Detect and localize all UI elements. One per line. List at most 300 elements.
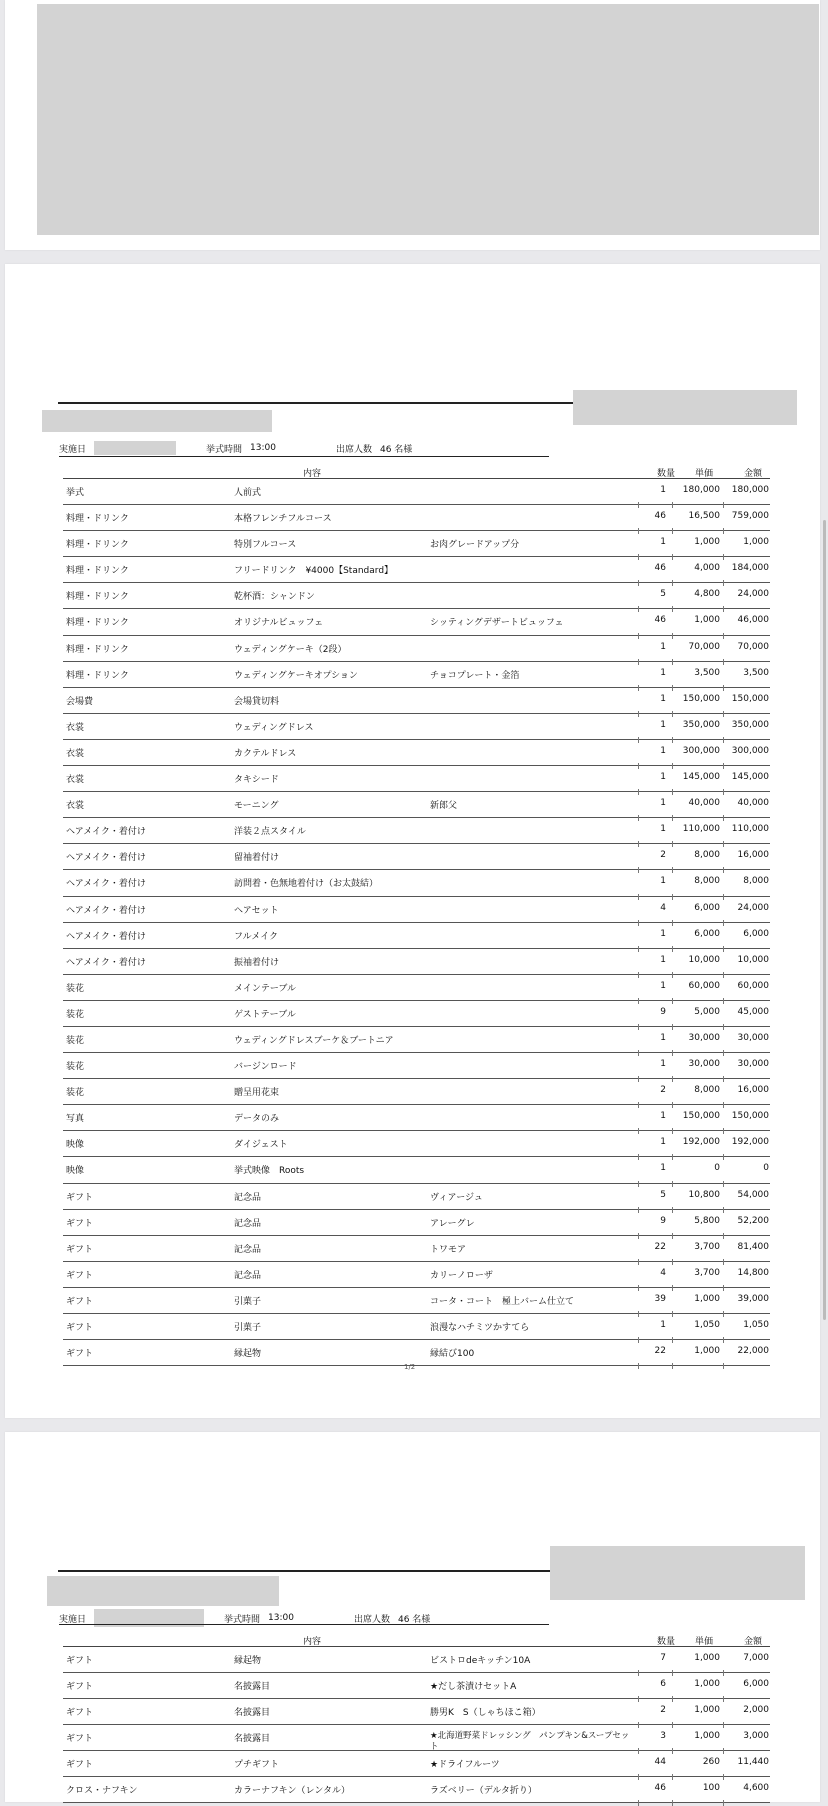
cell-item: 名披露目	[234, 1708, 271, 1718]
cell-item: 名披露目	[234, 1734, 271, 1744]
cell-note: トワモア	[430, 1244, 467, 1255]
table-row	[63, 792, 770, 818]
cell-amount: 30,000	[737, 1032, 769, 1043]
table-row	[63, 714, 770, 740]
cell-category: ヘアメイク・着付け	[66, 957, 146, 968]
cell-qty: 2	[660, 850, 666, 861]
estimate-table-page-1	[63, 464, 770, 1366]
column-tick	[638, 1800, 639, 1806]
cell-category: 映像	[66, 1166, 85, 1177]
cell-unit-price: 8,000	[694, 876, 720, 887]
cell-category: 料理・ドリンク	[66, 670, 129, 681]
cell-qty: 1	[660, 1137, 666, 1148]
redacted-header-right	[573, 390, 797, 425]
table-row	[63, 636, 770, 662]
cell-qty: 1	[660, 980, 666, 991]
cell-qty: 1	[660, 641, 666, 652]
column-tick	[723, 1363, 724, 1369]
cell-qty: 1	[660, 693, 666, 704]
cell-amount: 30,000	[737, 1059, 769, 1070]
cell-item: 振袖着付け	[234, 957, 280, 968]
cell-note: コータ・コート 極上バーム仕立て	[430, 1296, 575, 1307]
cell-category: 衣裳	[66, 801, 85, 812]
cell-note: ★だし茶漬けセットA	[430, 1682, 517, 1692]
table-row	[63, 688, 770, 714]
cell-unit-price: 180,000	[682, 485, 720, 495]
column-tick	[672, 1363, 673, 1369]
cell-amount: 0	[763, 1163, 769, 1174]
redacted-date	[94, 441, 176, 455]
cell-amount: 81,400	[737, 1241, 769, 1252]
cell-amount: 16,000	[737, 850, 769, 861]
cell-unit-price: 6,000	[694, 902, 720, 913]
cell-amount: 4,600	[743, 1783, 769, 1793]
cell-amount: 52,200	[737, 1215, 769, 1226]
cell-item: 記念品	[234, 1244, 262, 1255]
table-row	[63, 505, 770, 531]
header-rule-2	[58, 1570, 550, 1572]
cell-qty: 39	[654, 1293, 666, 1304]
cell-qty: 1	[660, 537, 666, 548]
cell-item: ウェディングケーキオプション	[234, 670, 358, 681]
column-tick	[723, 1800, 724, 1806]
cell-unit-price: 192,000	[682, 1137, 720, 1148]
cell-unit-price: 150,000	[682, 693, 720, 704]
header-unit-price: 単価	[695, 1637, 714, 1647]
cell-unit-price: 16,500	[688, 511, 720, 522]
cell-note: カリーノローザ	[430, 1270, 493, 1281]
table-row	[63, 1027, 770, 1053]
table-row	[63, 818, 770, 844]
table-row	[63, 897, 770, 923]
table-row	[63, 1314, 770, 1340]
cell-amount: 110,000	[731, 824, 769, 835]
cell-category: 料理・ドリンク	[66, 592, 129, 603]
table-row	[63, 740, 770, 766]
cell-item: 訪問着・色無地着付け（お太鼓結）	[234, 879, 379, 890]
cell-unit-price: 60,000	[688, 980, 720, 991]
cell-item: 縁起物	[234, 1349, 262, 1360]
header-content: 内容	[303, 469, 322, 479]
table-header	[63, 1632, 770, 1647]
header-qty: 数量	[657, 1637, 676, 1647]
cell-item: 乾杯酒：シャンドン	[234, 592, 315, 603]
cell-qty: 1	[660, 824, 666, 835]
header-amount: 金額	[744, 1637, 763, 1647]
cell-qty: 1	[660, 798, 666, 809]
cell-unit-price: 145,000	[682, 772, 720, 783]
cell-item: モーニング	[234, 801, 279, 812]
table-row	[63, 766, 770, 792]
cell-amount: 24,000	[737, 902, 769, 913]
table-row	[63, 1053, 770, 1079]
cell-qty: 1	[660, 876, 666, 887]
cell-unit-price: 10,800	[688, 1189, 720, 1200]
cell-category: 装花	[66, 1062, 85, 1073]
cell-amount: 22,000	[737, 1346, 769, 1357]
cell-note: 浪漫なハチミツかすてら	[430, 1323, 530, 1333]
cell-item: プチギフト	[234, 1760, 280, 1770]
cell-category: ギフト	[66, 1682, 94, 1692]
cell-unit-price: 1,050	[694, 1320, 720, 1330]
meta-underline	[59, 456, 549, 457]
cell-qty: 4	[660, 902, 666, 913]
cell-category: ギフト	[66, 1192, 94, 1203]
cell-item: 本格フレンチフルコース	[234, 514, 332, 525]
cell-unit-price: 1,000	[694, 1731, 720, 1741]
cell-qty: 1	[660, 1111, 666, 1122]
cell-qty: 1	[660, 772, 666, 783]
cell-qty: 46	[654, 563, 666, 574]
cell-item: ゲストテーブル	[234, 1009, 296, 1020]
cell-note: ヴィアージュ	[430, 1192, 483, 1203]
cell-qty: 1	[660, 1059, 666, 1070]
cell-category: 会場費	[66, 696, 94, 707]
cell-amount: 192,000	[731, 1137, 769, 1148]
redacted-header-right-2	[550, 1546, 805, 1600]
cell-qty: 2	[660, 1085, 666, 1096]
cell-qty: 5	[660, 1189, 666, 1200]
table-row	[63, 949, 770, 975]
table-row	[63, 975, 770, 1001]
cell-note: ラズベリー（デルタ折り）	[430, 1786, 537, 1796]
cell-item: 洋装２点スタイル	[234, 827, 306, 838]
column-tick	[638, 1363, 639, 1369]
cell-qty: 46	[654, 1783, 666, 1793]
cell-qty: 1	[660, 745, 666, 756]
cell-unit-price: 30,000	[688, 1059, 720, 1070]
cell-item: バージンロード	[234, 1062, 297, 1073]
cell-category: ギフト	[66, 1708, 94, 1718]
cell-category: 料理・ドリンク	[66, 618, 129, 629]
cell-amount: 7,000	[743, 1653, 769, 1663]
cell-item: 贈呈用花束	[234, 1088, 280, 1099]
document-page-2	[5, 1432, 820, 1802]
cell-amount: 16,000	[737, 1085, 769, 1096]
cell-amount: 60,000	[737, 980, 769, 991]
cell-category: ヘアメイク・着付け	[66, 931, 146, 942]
meta-line	[59, 441, 420, 455]
cell-unit-price: 1,000	[694, 1293, 720, 1304]
table-row	[63, 1340, 770, 1366]
date-label-2: 実施日	[59, 1614, 87, 1625]
ceremony-time-label-2: 挙式時間	[224, 1614, 261, 1625]
cell-qty: 6	[660, 1679, 666, 1689]
cell-category: ヘアメイク・着付け	[66, 905, 146, 916]
cell-amount: 1,000	[743, 537, 769, 548]
table-header	[63, 464, 770, 479]
cell-qty: 1	[660, 954, 666, 965]
cell-qty: 9	[660, 1215, 666, 1226]
cell-item: 挙式映像 Roots	[234, 1166, 305, 1177]
cell-amount: 40,000	[737, 798, 769, 809]
cell-amount: 180,000	[731, 485, 769, 495]
cell-qty: 2	[660, 1705, 666, 1715]
cell-unit-price: 1,000	[694, 1679, 720, 1689]
cell-qty: 4	[660, 1267, 666, 1278]
cell-qty: 1	[660, 1163, 666, 1174]
header-unit-price: 単価	[695, 469, 714, 479]
cell-item: 引菓子	[234, 1323, 262, 1333]
cell-amount: 39,000	[737, 1293, 769, 1304]
cell-amount: 45,000	[737, 1006, 769, 1017]
cell-unit-price: 6,000	[694, 928, 720, 939]
cell-amount: 24,000	[737, 589, 769, 600]
cell-unit-price: 8,000	[694, 1085, 720, 1096]
cell-category: ギフト	[66, 1323, 94, 1333]
cell-note: 勝男K S（しゃちほこ箱）	[430, 1708, 541, 1718]
header-amount: 金額	[744, 469, 763, 479]
attendees-value-2: 46 名様	[397, 1614, 431, 1625]
cell-item: ウェディングケーキ（2段）	[234, 644, 347, 655]
cell-qty: 1	[660, 1032, 666, 1043]
cell-category: 映像	[66, 1140, 85, 1151]
cell-category: ヘアメイク・着付け	[66, 879, 146, 890]
cell-amount: 6,000	[743, 1679, 769, 1689]
cell-unit-price: 1,000	[694, 1653, 720, 1663]
cell-amount: 150,000	[731, 693, 769, 704]
cell-qty: 1	[660, 485, 666, 495]
document-page-0	[5, 0, 820, 250]
redacted-header-left-2	[47, 1576, 279, 1606]
ceremony-time-label: 挙式時間	[206, 444, 243, 455]
cell-item: ヘアセット	[234, 905, 279, 916]
cell-item: ウェディングドレス	[234, 722, 314, 733]
cell-item: 記念品	[234, 1218, 262, 1229]
cell-category: ヘアメイク・着付け	[66, 853, 146, 864]
cell-qty: 46	[654, 511, 666, 522]
cell-amount: 10,000	[737, 954, 769, 965]
cell-amount: 145,000	[731, 772, 769, 783]
cell-category: ギフト	[66, 1656, 94, 1666]
cell-unit-price: 3,700	[694, 1267, 720, 1278]
cell-amount: 14,800	[737, 1267, 769, 1278]
cell-category: 装花	[66, 1009, 85, 1020]
attendees-value: 46 名様	[379, 444, 413, 455]
cell-category: クロス・ナフキン	[66, 1786, 138, 1796]
cell-amount: 8,000	[743, 876, 769, 887]
cell-note: チョコプレート・金箔	[430, 670, 520, 681]
header-qty: 数量	[657, 469, 676, 479]
cell-qty: 1	[660, 719, 666, 730]
cell-qty: 3	[660, 1731, 666, 1741]
table-row	[63, 1210, 770, 1236]
cell-unit-price: 100	[702, 1783, 720, 1793]
ceremony-time-value-2: 13:00	[268, 1613, 294, 1623]
cell-category: ギフト	[66, 1218, 94, 1229]
cell-amount: 11,440	[737, 1757, 769, 1767]
table-row	[63, 1673, 770, 1699]
attendees-label-2: 出席人数	[353, 1614, 390, 1625]
document-page-1	[5, 264, 820, 1418]
cell-item: オリジナルビュッフェ	[234, 618, 324, 629]
cell-item: カクテルドレス	[234, 748, 297, 759]
cell-category: ギフト	[66, 1296, 94, 1307]
table-row	[63, 1288, 770, 1314]
cell-amount: 3,500	[743, 667, 769, 678]
cell-category: 衣裳	[66, 748, 85, 759]
cell-note: シッティングデザートビュッフェ	[430, 618, 564, 629]
cell-category: ギフト	[66, 1760, 94, 1770]
cell-category: ギフト	[66, 1349, 94, 1360]
cell-item: 会場貸切料	[234, 696, 280, 707]
cell-unit-price: 4,000	[694, 563, 720, 574]
cell-amount: 54,000	[737, 1189, 769, 1200]
cell-item: 引菓子	[234, 1296, 262, 1307]
meta-underline-2	[59, 1624, 549, 1625]
cell-category: 装花	[66, 1035, 85, 1046]
cell-amount: 150,000	[731, 1111, 769, 1122]
table-row	[63, 583, 770, 609]
table-row	[63, 1647, 770, 1673]
cell-note: ★ドライフルーツ	[430, 1760, 500, 1770]
ceremony-time-value: 13:00	[250, 443, 276, 453]
cell-unit-price: 1,000	[694, 615, 720, 626]
cell-unit-price: 3,500	[694, 667, 720, 678]
table-row	[63, 844, 770, 870]
redacted-block	[37, 4, 819, 235]
page-number: 1/2	[404, 1363, 416, 1371]
cell-amount: 350,000	[731, 719, 769, 730]
cell-item: 特別フルコース	[234, 540, 297, 551]
table-row	[63, 479, 770, 505]
cell-unit-price: 70,000	[688, 641, 720, 652]
cell-unit-price: 260	[702, 1757, 720, 1767]
cell-qty: 22	[654, 1241, 666, 1252]
cell-unit-price: 40,000	[688, 798, 720, 809]
table-row	[63, 1751, 770, 1777]
table-row	[63, 1236, 770, 1262]
cell-category: ギフト	[66, 1270, 94, 1281]
cell-item: 縁起物	[234, 1656, 262, 1666]
cell-category: 料理・ドリンク	[66, 514, 129, 525]
cell-unit-price: 3,700	[694, 1241, 720, 1252]
cell-qty: 9	[660, 1006, 666, 1017]
header-content: 内容	[303, 1637, 322, 1647]
table-row	[63, 531, 770, 557]
cell-note: 縁結び100	[430, 1349, 475, 1360]
table-row	[63, 1725, 770, 1751]
table-row	[63, 1699, 770, 1725]
scrollbar[interactable]	[823, 520, 826, 1320]
cell-unit-price: 1,000	[694, 1705, 720, 1715]
cell-item: フルメイク	[234, 931, 279, 942]
attendees-label: 出席人数	[335, 444, 372, 455]
cell-qty: 5	[660, 589, 666, 600]
cell-unit-price: 5,800	[694, 1215, 720, 1226]
cell-amount: 759,000	[731, 511, 769, 522]
cell-category: 料理・ドリンク	[66, 566, 129, 577]
table-row	[63, 1262, 770, 1288]
table-row	[63, 557, 770, 583]
table-row	[63, 1131, 770, 1157]
cell-amount: 2,000	[743, 1705, 769, 1715]
cell-category: 料理・ドリンク	[66, 644, 129, 655]
cell-category: 料理・ドリンク	[66, 540, 129, 551]
cell-item: データのみ	[234, 1114, 280, 1125]
cell-note: お肉グレードアップ分	[430, 540, 520, 551]
cell-qty: 1	[660, 667, 666, 678]
table-row	[63, 1184, 770, 1210]
cell-unit-price: 300,000	[682, 745, 720, 756]
cell-amount: 300,000	[731, 745, 769, 756]
cell-item: タキシード	[234, 775, 279, 786]
cell-unit-price: 150,000	[682, 1111, 720, 1122]
cell-amount: 1,050	[743, 1320, 769, 1330]
cell-unit-price: 0	[714, 1163, 720, 1174]
cell-item: ウェディングドレスブーケ＆ブートニア	[234, 1035, 394, 1046]
cell-qty: 1	[660, 1320, 666, 1330]
cell-unit-price: 1,000	[694, 1346, 720, 1357]
cell-unit-price: 4,800	[694, 589, 720, 600]
cell-note: アレーグレ	[430, 1218, 475, 1229]
table-row	[63, 662, 770, 688]
cell-amount: 46,000	[737, 615, 769, 626]
cell-qty: 46	[654, 615, 666, 626]
cell-amount: 6,000	[743, 928, 769, 939]
table-row	[63, 1079, 770, 1105]
cell-amount: 184,000	[731, 563, 769, 574]
cell-unit-price: 5,000	[694, 1006, 720, 1017]
cell-item: フリードリンク ¥4000【Standard】	[234, 566, 394, 577]
cell-item: 名披露目	[234, 1682, 271, 1692]
cell-qty: 7	[660, 1653, 666, 1663]
cell-note: ★北海道野菜ドレッシング パンプキン&スープセット	[430, 1731, 630, 1752]
table-row	[63, 1157, 770, 1183]
cell-amount: 70,000	[737, 641, 769, 652]
cell-item: 記念品	[234, 1192, 262, 1203]
redacted-header-left	[42, 410, 272, 432]
cell-unit-price: 110,000	[682, 824, 720, 835]
cell-item: カラーナフキン（レンタル）	[234, 1786, 350, 1796]
cell-qty: 1	[660, 928, 666, 939]
cell-category: 装花	[66, 983, 85, 994]
cell-category: 衣裳	[66, 775, 85, 786]
estimate-table-page-2	[63, 1632, 770, 1803]
cell-unit-price: 1,000	[694, 537, 720, 548]
table-row	[63, 1105, 770, 1131]
cell-note: ビストロdeキッチン10A	[430, 1656, 531, 1666]
header-rule	[58, 402, 583, 404]
cell-amount: 3,000	[743, 1731, 769, 1741]
cell-unit-price: 30,000	[688, 1032, 720, 1043]
cell-category: ヘアメイク・着付け	[66, 827, 146, 838]
table-row	[63, 609, 770, 635]
table-row	[63, 1001, 770, 1027]
date-label: 実施日	[59, 444, 87, 455]
cell-qty: 44	[654, 1757, 666, 1767]
cell-category: 衣裳	[66, 722, 85, 733]
table-row	[63, 1777, 770, 1803]
cell-note: 新郎父	[430, 801, 458, 812]
cell-item: メインテーブル	[234, 983, 297, 994]
cell-category: 挙式	[66, 488, 85, 498]
table-row	[63, 870, 770, 896]
cell-category: ギフト	[66, 1244, 94, 1255]
cell-item: 人前式	[234, 488, 262, 498]
cell-qty: 22	[654, 1346, 666, 1357]
cell-unit-price: 8,000	[694, 850, 720, 861]
cell-item: 留袖着付け	[234, 853, 280, 864]
cell-category: ギフト	[66, 1734, 94, 1744]
cell-item: ダイジェスト	[234, 1140, 288, 1151]
cell-unit-price: 350,000	[682, 719, 720, 730]
cell-category: 写真	[66, 1114, 85, 1125]
column-tick	[672, 1800, 673, 1806]
cell-item: 記念品	[234, 1270, 262, 1281]
cell-category: 装花	[66, 1088, 85, 1099]
table-row	[63, 923, 770, 949]
